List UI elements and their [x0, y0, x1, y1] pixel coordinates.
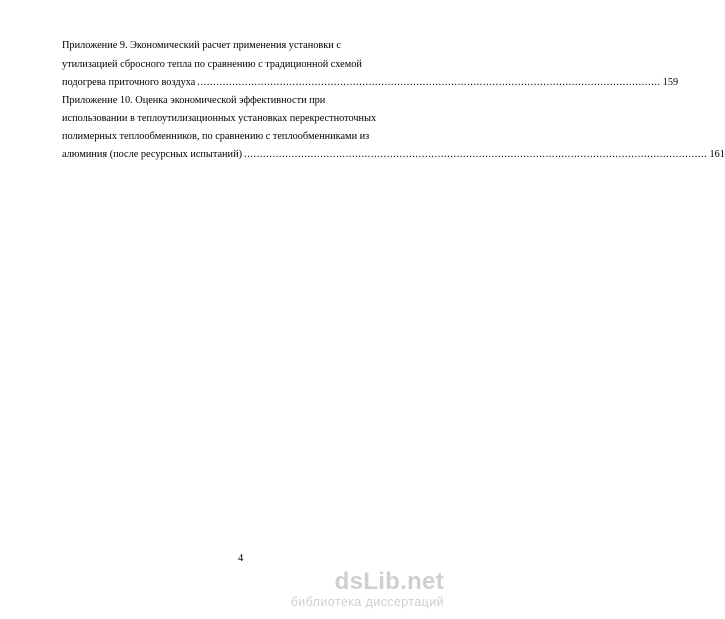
toc-entry-9-title-end: подогрева приточного воздуха — [62, 77, 196, 88]
toc-entry-10-line-1: Приложение 10. Оценка экономической эффективности при — [62, 95, 326, 106]
toc-dot-leader: .................................................................................................................................................. — [244, 149, 708, 160]
toc-entry-9-line-2: утилизацией сбросного тепла по сравнению с традиционной схемой — [62, 59, 362, 70]
page-number: 4 — [238, 553, 244, 564]
toc-entry-9-page: 159 — [662, 77, 679, 88]
watermark — [268, 570, 444, 610]
watermark-logo: dsLib.net — [334, 568, 444, 595]
watermark-tagline: библиотека диссертаций — [290, 595, 444, 609]
toc-entry-9-line-3 — [62, 76, 679, 89]
toc-entry-10-line-2: использовании в теплоутилизационных установках перекрестноточных — [62, 113, 377, 124]
toc-entry-10-title-end: алюминия (после ресурсных испытаний) — [62, 149, 243, 160]
toc-entry-10-page: 161 — [709, 149, 725, 160]
toc-entry-10-line-3: полимерных теплообменников, по сравнению с теплообменниками из — [62, 131, 370, 142]
toc-entry-10-line-4 — [62, 148, 725, 161]
toc-dot-leader: .................................................................................................................................................. — [197, 77, 661, 88]
toc-entry-9-line-1: Приложение 9. Экономический расчет применения установки с — [62, 40, 341, 51]
